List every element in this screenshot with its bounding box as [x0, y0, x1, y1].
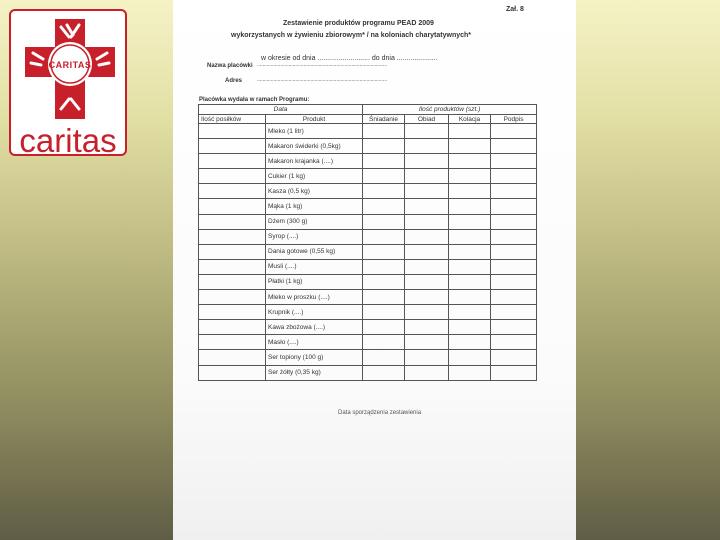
- empty-cell: [449, 124, 491, 139]
- product-name-cell: Mąka (1 kg): [266, 199, 363, 214]
- empty-cell: [405, 214, 449, 229]
- empty-cell: [199, 169, 266, 184]
- empty-cell: [199, 229, 266, 244]
- empty-cell: [363, 169, 405, 184]
- empty-cell: [405, 124, 449, 139]
- empty-cell: [449, 229, 491, 244]
- empty-cell: [491, 244, 537, 259]
- table-row: [199, 320, 537, 335]
- empty-cell: [363, 229, 405, 244]
- empty-cell: [405, 320, 449, 335]
- table-row: [199, 169, 537, 184]
- caritas-emblem-text: CARITAS: [48, 60, 92, 70]
- empty-cell: [449, 199, 491, 214]
- empty-cell: [405, 274, 449, 289]
- empty-cell: [363, 124, 405, 139]
- table-row: [199, 305, 537, 320]
- distribution-subtitle: Placówka wydała w ramach Programu:: [199, 97, 310, 103]
- product-name-cell: Dania gotowe (0,55 kg): [266, 244, 363, 259]
- empty-cell: [405, 154, 449, 169]
- table-row: [199, 259, 537, 274]
- empty-cell: [449, 184, 491, 199]
- product-name-cell: Mleko w proszku (....): [266, 290, 363, 305]
- empty-cell: [199, 244, 266, 259]
- product-name-cell: Dżem (300 g): [266, 214, 363, 229]
- table-group-header-row: [199, 105, 537, 115]
- place-blank: ...............................................................................................: [257, 62, 387, 68]
- empty-cell: [363, 350, 405, 365]
- empty-cell: [491, 229, 537, 244]
- product-name-cell: Ser topiony (100 g): [266, 350, 363, 365]
- period-line: w okresie od dnia ........................... do dnia .....................: [261, 55, 438, 62]
- empty-cell: [363, 305, 405, 320]
- empty-cell: [405, 184, 449, 199]
- table-column-header-row: [199, 115, 537, 124]
- empty-cell: [405, 290, 449, 305]
- table-row: [199, 214, 537, 229]
- product-rows: [199, 124, 537, 381]
- empty-cell: [449, 214, 491, 229]
- caritas-cross-emblem-icon: [25, 17, 115, 121]
- place-label: Nazwa placówki: [207, 63, 253, 69]
- document-title-line-1: Zestawienie produktów programu PEAD 2009: [283, 20, 434, 27]
- caritas-wordmark: caritas: [19, 122, 117, 159]
- empty-cell: [449, 154, 491, 169]
- table-row: [199, 274, 537, 289]
- empty-cell: [363, 290, 405, 305]
- empty-cell: [199, 184, 266, 199]
- empty-cell: [491, 169, 537, 184]
- empty-cell: [449, 350, 491, 365]
- empty-cell: [405, 244, 449, 259]
- empty-cell: [491, 274, 537, 289]
- product-name-cell: Kawa zbożowa (....): [266, 320, 363, 335]
- empty-cell: [199, 350, 266, 365]
- table-row: [199, 335, 537, 350]
- empty-cell: [449, 244, 491, 259]
- table-row: [199, 124, 537, 139]
- product-name-cell: Masło (....): [266, 335, 363, 350]
- empty-cell: [449, 274, 491, 289]
- empty-cell: [491, 259, 537, 274]
- empty-cell: [199, 199, 266, 214]
- empty-cell: [491, 365, 537, 380]
- empty-cell: [363, 320, 405, 335]
- address-label: Adres: [225, 78, 243, 84]
- empty-cell: [491, 335, 537, 350]
- product-name-cell: Kasza (0,5 kg): [266, 184, 363, 199]
- empty-cell: [491, 139, 537, 154]
- empty-cell: [491, 154, 537, 169]
- empty-cell: [491, 290, 537, 305]
- table-row: [199, 365, 537, 380]
- column-header: Śniadanie: [363, 115, 405, 124]
- empty-cell: [449, 305, 491, 320]
- empty-cell: [405, 365, 449, 380]
- attachment-number: Zał. 8: [506, 6, 524, 13]
- empty-cell: [363, 139, 405, 154]
- empty-cell: [363, 259, 405, 274]
- product-name-cell: Mleko (1 litr): [266, 124, 363, 139]
- product-name-cell: Płatki (1 kg): [266, 274, 363, 289]
- product-name-cell: Syrop (....): [266, 229, 363, 244]
- empty-cell: [405, 169, 449, 184]
- document-title-line-2: wykorzystanych w żywieniu zbiorowym* / na koloniach charytatywnych*: [231, 32, 472, 39]
- product-name-cell: Cukier (1 kg): [266, 169, 363, 184]
- empty-cell: [363, 184, 405, 199]
- table-row: [199, 199, 537, 214]
- empty-cell: [363, 274, 405, 289]
- empty-cell: [405, 199, 449, 214]
- empty-cell: [405, 259, 449, 274]
- column-header: Podpis: [491, 115, 537, 124]
- empty-cell: [199, 290, 266, 305]
- caritas-logo: [9, 9, 127, 159]
- empty-cell: [199, 124, 266, 139]
- empty-cell: [199, 365, 266, 380]
- date-of-compilation-label: Data sporządzenia zestawienia: [338, 410, 422, 416]
- empty-cell: [199, 335, 266, 350]
- product-name-cell: Krupnik (....): [266, 305, 363, 320]
- empty-cell: [405, 139, 449, 154]
- empty-cell: [491, 214, 537, 229]
- product-name-cell: Makaron krajanka (....): [266, 154, 363, 169]
- column-header: Produkt: [266, 115, 363, 124]
- empty-cell: [199, 214, 266, 229]
- table-row: [199, 184, 537, 199]
- column-header: Kolacja: [449, 115, 491, 124]
- empty-cell: [491, 350, 537, 365]
- table-row: [199, 139, 537, 154]
- empty-cell: [491, 320, 537, 335]
- empty-cell: [449, 365, 491, 380]
- empty-cell: [363, 365, 405, 380]
- empty-cell: [405, 335, 449, 350]
- empty-cell: [449, 259, 491, 274]
- table-row: [199, 290, 537, 305]
- empty-cell: [363, 199, 405, 214]
- empty-cell: [449, 335, 491, 350]
- empty-cell: [363, 335, 405, 350]
- product-name-cell: Musli (....): [266, 259, 363, 274]
- empty-cell: [199, 259, 266, 274]
- empty-cell: [199, 305, 266, 320]
- table-row: [199, 244, 537, 259]
- table-row: [199, 154, 537, 169]
- empty-cell: [491, 199, 537, 214]
- column-header: Obiad: [405, 115, 449, 124]
- empty-cell: [449, 320, 491, 335]
- empty-cell: [199, 154, 266, 169]
- empty-cell: [363, 154, 405, 169]
- empty-cell: [405, 350, 449, 365]
- empty-cell: [199, 139, 266, 154]
- date-group-header: Data: [199, 105, 363, 115]
- empty-cell: [405, 229, 449, 244]
- scanned-document: [173, 0, 576, 540]
- product-name-cell: Makaron świderki (0,5kg): [266, 139, 363, 154]
- empty-cell: [405, 305, 449, 320]
- table-row: [199, 350, 537, 365]
- empty-cell: [491, 305, 537, 320]
- quantity-group-header: Ilość produktów (szt.): [363, 105, 537, 115]
- empty-cell: [363, 244, 405, 259]
- empty-cell: [199, 320, 266, 335]
- empty-cell: [449, 169, 491, 184]
- empty-cell: [363, 214, 405, 229]
- table-row: [199, 229, 537, 244]
- empty-cell: [491, 184, 537, 199]
- empty-cell: [449, 290, 491, 305]
- column-header: Ilość posiłków: [199, 115, 266, 124]
- product-name-cell: Ser żółty (0,35 kg): [266, 365, 363, 380]
- empty-cell: [449, 139, 491, 154]
- empty-cell: [199, 274, 266, 289]
- empty-cell: [491, 124, 537, 139]
- products-table: [198, 104, 537, 381]
- address-blank: ...............................................................................................: [257, 77, 387, 83]
